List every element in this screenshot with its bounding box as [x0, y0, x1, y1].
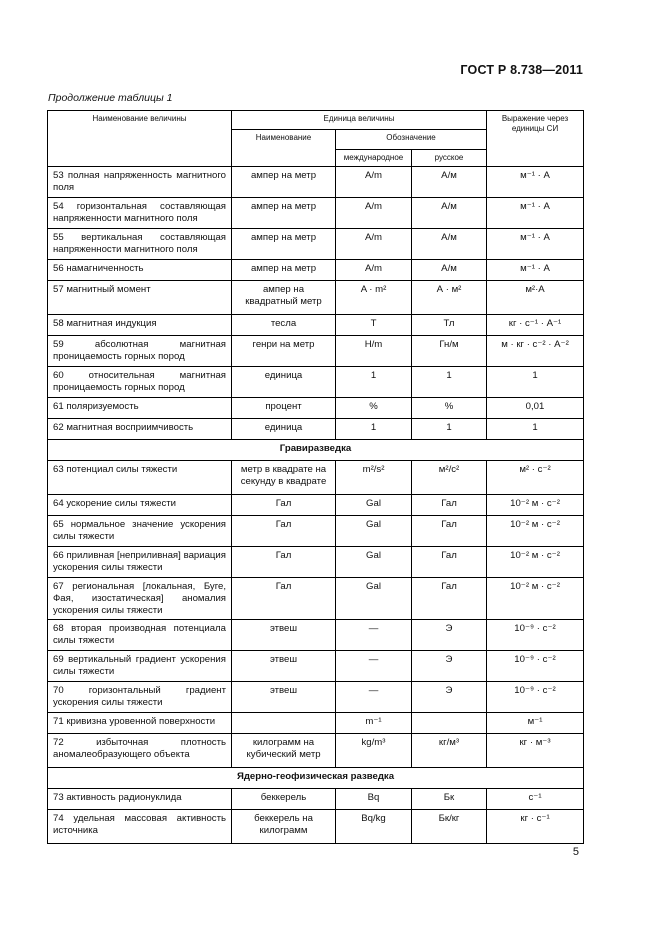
cell-international: 1: [336, 367, 412, 398]
cell-international: kg/m³: [336, 734, 412, 768]
cell-russian: Бк/кг: [412, 810, 487, 844]
table-row: [48, 547, 584, 578]
cell-international: Gal: [336, 516, 412, 547]
cell-unit-name: этвеш: [232, 651, 336, 682]
cell-si-expression: 10⁻² м · с⁻²: [487, 516, 584, 547]
cell-si-expression: 1: [487, 367, 584, 398]
cell-si-expression: м · кг · с⁻² · А⁻²: [487, 336, 584, 367]
table-caption: Продолжение таблицы 1: [48, 92, 173, 104]
table-row: [48, 495, 584, 516]
cell-si-expression: 10⁻² м · с⁻²: [487, 578, 584, 620]
cell-si-expression: 1: [487, 419, 584, 440]
header-quantity-name: Наименование величины: [48, 111, 232, 167]
cell-si-expression: 10⁻⁹ · с⁻²: [487, 620, 584, 651]
header-si-expression: Выражение через единицы СИ: [487, 111, 584, 167]
table-row: [48, 682, 584, 713]
cell-si-expression: м²·А: [487, 281, 584, 315]
cell-quantity-name: 70 горизонтальный градиент ускорения силы тяжести: [48, 682, 232, 713]
cell-quantity-name: 60 относительная магнитная проницаемость горных пород: [48, 367, 232, 398]
cell-russian: А/м: [412, 167, 487, 198]
cell-si-expression: кг · м⁻³: [487, 734, 584, 768]
cell-russian: Гал: [412, 547, 487, 578]
cell-unit-name: Гал: [232, 495, 336, 516]
cell-quantity-name: 69 вертикальный градиент ускорения силы тяжести: [48, 651, 232, 682]
cell-international: 1: [336, 419, 412, 440]
table-row: [48, 229, 584, 260]
cell-russian: Гал: [412, 495, 487, 516]
table-row: [48, 398, 584, 419]
cell-si-expression: м⁻¹ · А: [487, 198, 584, 229]
table-row: [48, 367, 584, 398]
header-unit: Единица величины: [232, 111, 487, 130]
cell-quantity-name: 59 абсолютная магнитная проницаемость горных пород: [48, 336, 232, 367]
cell-quantity-name: 53 полная напряженность магнитного поля: [48, 167, 232, 198]
cell-unit-name: процент: [232, 398, 336, 419]
cell-si-expression: м⁻¹ · А: [487, 167, 584, 198]
cell-russian: А · м²: [412, 281, 487, 315]
cell-unit-name: тесла: [232, 315, 336, 336]
cell-si-expression: 0,01: [487, 398, 584, 419]
cell-russian: Гал: [412, 516, 487, 547]
cell-unit-name: [232, 713, 336, 734]
cell-russian: А/м: [412, 229, 487, 260]
cell-si-expression: кг · с⁻¹ · А⁻¹: [487, 315, 584, 336]
table-row: [48, 810, 584, 844]
cell-international: Gal: [336, 578, 412, 620]
cell-unit-name: этвеш: [232, 620, 336, 651]
cell-unit-name: единица: [232, 419, 336, 440]
cell-unit-name: ампер на квадратный метр: [232, 281, 336, 315]
header-unit-name: Наименование: [232, 130, 336, 167]
cell-si-expression: м⁻¹ · А: [487, 260, 584, 281]
cell-unit-name: ампер на метр: [232, 198, 336, 229]
units-table: [47, 110, 584, 844]
table-row: [48, 734, 584, 768]
cell-unit-name: беккерель: [232, 789, 336, 810]
cell-international: —: [336, 682, 412, 713]
table-row: [48, 651, 584, 682]
cell-si-expression: 10⁻² м · с⁻²: [487, 547, 584, 578]
section-row-nuclear: [48, 768, 584, 789]
cell-international: Gal: [336, 547, 412, 578]
header-russian: русское: [412, 150, 487, 167]
section-title: Ядерно-геофизическая разведка: [48, 768, 584, 789]
cell-si-expression: м⁻¹: [487, 713, 584, 734]
cell-russian: кг/м³: [412, 734, 487, 768]
cell-international: A/m: [336, 167, 412, 198]
table-row: [48, 260, 584, 281]
cell-unit-name: ампер на метр: [232, 229, 336, 260]
section-row-gravity: [48, 440, 584, 461]
cell-quantity-name: 57 магнитный момент: [48, 281, 232, 315]
cell-russian: Э: [412, 651, 487, 682]
cell-international: Bq: [336, 789, 412, 810]
cell-unit-name: этвеш: [232, 682, 336, 713]
table-row: [48, 419, 584, 440]
cell-unit-name: метр в квадрате на секунду в квадрате: [232, 461, 336, 495]
cell-quantity-name: 73 активность радионуклида: [48, 789, 232, 810]
cell-international: —: [336, 620, 412, 651]
cell-international: A · m²: [336, 281, 412, 315]
cell-international: %: [336, 398, 412, 419]
cell-unit-name: ампер на метр: [232, 167, 336, 198]
cell-quantity-name: 66 приливная [неприливная] вариация ускорения силы тяжести: [48, 547, 232, 578]
cell-international: m⁻¹: [336, 713, 412, 734]
cell-russian: Бк: [412, 789, 487, 810]
cell-unit-name: беккерель на килограмм: [232, 810, 336, 844]
page-number: 5: [572, 846, 579, 858]
table-row: [48, 620, 584, 651]
cell-quantity-name: 71 кривизна уровенной поверхности: [48, 713, 232, 734]
cell-international: m²/s²: [336, 461, 412, 495]
cell-si-expression: 10⁻⁹ · с⁻²: [487, 682, 584, 713]
cell-international: Bq/kg: [336, 810, 412, 844]
table-row: [48, 789, 584, 810]
cell-unit-name: единица: [232, 367, 336, 398]
cell-quantity-name: 74 удельная массовая активность источника: [48, 810, 232, 844]
table-row: [48, 315, 584, 336]
cell-quantity-name: 55 вертикальная составляющая напряженности магнитного поля: [48, 229, 232, 260]
cell-russian: %: [412, 398, 487, 419]
cell-quantity-name: 62 магнитная восприимчивость: [48, 419, 232, 440]
cell-unit-name: Гал: [232, 516, 336, 547]
cell-quantity-name: 65 нормальное значение ускорения силы тяжести: [48, 516, 232, 547]
cell-russian: Э: [412, 682, 487, 713]
cell-international: T: [336, 315, 412, 336]
cell-quantity-name: 68 вторая производная потенциала силы тяжести: [48, 620, 232, 651]
table-row: [48, 578, 584, 620]
cell-russian: [412, 713, 487, 734]
cell-russian: А/м: [412, 198, 487, 229]
cell-international: Gal: [336, 495, 412, 516]
cell-russian: Э: [412, 620, 487, 651]
cell-russian: А/м: [412, 260, 487, 281]
cell-russian: 1: [412, 367, 487, 398]
cell-si-expression: м² · с⁻²: [487, 461, 584, 495]
cell-unit-name: Гал: [232, 578, 336, 620]
cell-international: A/m: [336, 229, 412, 260]
standard-id: ГОСТ Р 8.738—2011: [460, 63, 583, 77]
cell-quantity-name: 56 намагниченность: [48, 260, 232, 281]
cell-russian: м²/с²: [412, 461, 487, 495]
cell-quantity-name: 64 ускорение силы тяжести: [48, 495, 232, 516]
cell-unit-name: генри на метр: [232, 336, 336, 367]
cell-quantity-name: 61 поляризуемость: [48, 398, 232, 419]
table-row: [48, 336, 584, 367]
header-designation: Обозначение: [336, 130, 487, 150]
cell-si-expression: м⁻¹ · А: [487, 229, 584, 260]
table-row: [48, 281, 584, 315]
cell-si-expression: с⁻¹: [487, 789, 584, 810]
cell-international: H/m: [336, 336, 412, 367]
table-row: [48, 198, 584, 229]
cell-quantity-name: 72 избыточная плотность аномалеобразующего объекта: [48, 734, 232, 768]
cell-unit-name: килограмм на кубический метр: [232, 734, 336, 768]
cell-international: A/m: [336, 260, 412, 281]
cell-russian: Гал: [412, 578, 487, 620]
table-row: [48, 516, 584, 547]
cell-quantity-name: 67 региональная [локальная, Буге, Фая, изостатическая] аномалия ускорения силы тяжести: [48, 578, 232, 620]
cell-international: —: [336, 651, 412, 682]
cell-russian: Тл: [412, 315, 487, 336]
cell-si-expression: кг · с⁻¹: [487, 810, 584, 844]
cell-quantity-name: 63 потенциал силы тяжести: [48, 461, 232, 495]
cell-unit-name: Гал: [232, 547, 336, 578]
cell-international: A/m: [336, 198, 412, 229]
table-row: [48, 713, 584, 734]
cell-quantity-name: 54 горизонтальная составляющая напряженности магнитного поля: [48, 198, 232, 229]
section-title: Гравиразведка: [48, 440, 584, 461]
cell-si-expression: 10⁻² м · с⁻²: [487, 495, 584, 516]
cell-russian: 1: [412, 419, 487, 440]
header-international: международное: [336, 150, 412, 167]
cell-quantity-name: 58 магнитная индукция: [48, 315, 232, 336]
table-row: [48, 167, 584, 198]
cell-si-expression: 10⁻⁹ · с⁻²: [487, 651, 584, 682]
cell-russian: Гн/м: [412, 336, 487, 367]
table-row: [48, 461, 584, 495]
cell-unit-name: ампер на метр: [232, 260, 336, 281]
